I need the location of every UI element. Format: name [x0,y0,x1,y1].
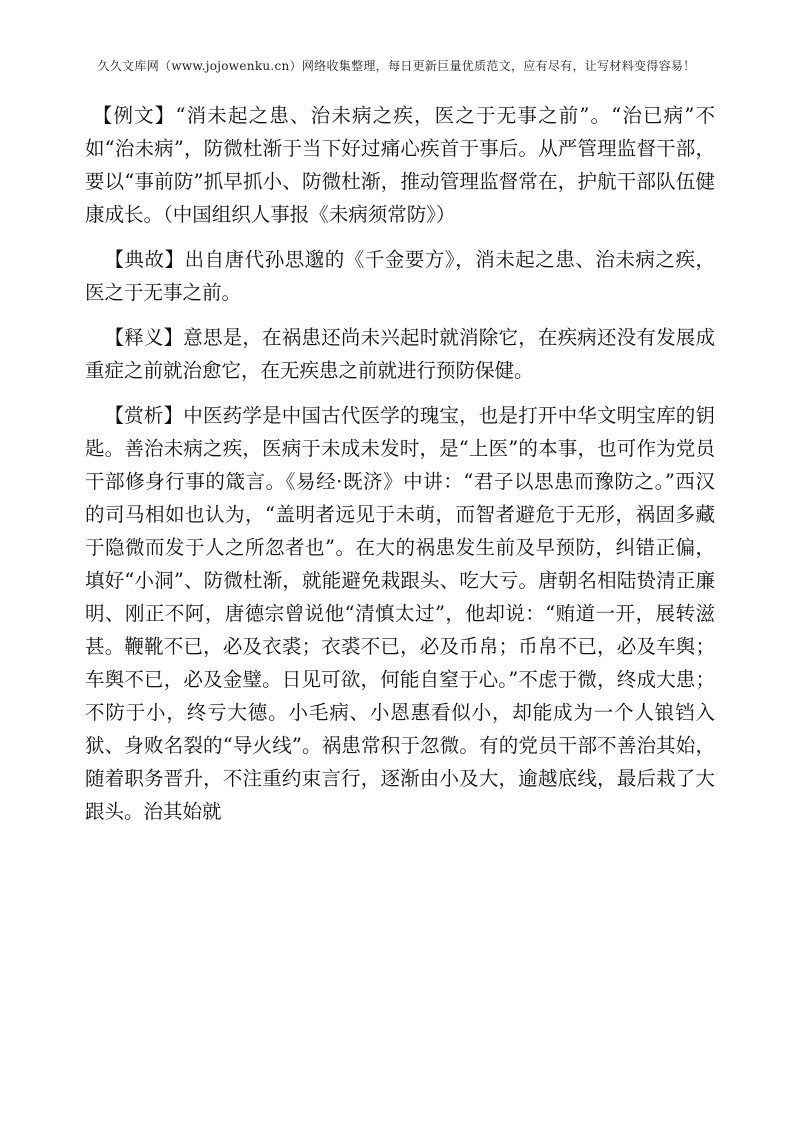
example-paragraph: 【例文】“消未起之患、治未病之疾，医之于无事之前”。“治已病”不如“治未病”，防微杜渐于当下好过痛心疾首于事后。从严管理监督干部，要以“事前防”抓早抓小、防微杜渐，推动管理监督常在，护航干部队伍健康成长。（中国组织人事报《未病须常防》） [85,104,715,226]
interpretation-paragraph: 【释义】意思是，在祸患还尚未兴起时就消除它，在疾病还没有发展成重症之前就治愈它，在无疾患之前就进行预防保健。 [85,326,715,382]
document-body [85,99,715,840]
appreciation-paragraph: 【赏析】中医药学是中国古代医学的瑰宝，也是打开中华文明宝库的钥匙。善治未病之疾，医病于未成未发时，是“上医”的本事，也可作为党员干部修身行事的箴言。《易经·既济》中讲：“君子以思患而豫防之。”西汉的司马相如也认为，“盖明者远见于未萌，而智者避危于无形，祸固多藏于隐微而发于人之所忽者也”。在大的祸患发生前及早预防，纠错正偏，填好“小洞”、防微杜渐，就能避免栽跟头、吃大亏。唐朝名相陆贽清正廉明、刚正不阿，唐德宗曾说他“清慎太过”，他却说：“贿道一开，展转滋甚。鞭靴不已，必及衣裘；衣裘不已，必及币帛；币帛不已，必及车舆；车舆不已，必及金璧。日见可欲，何能自窒于心。”不虑于微，终成大患；不防于小，终亏大德。小毛病、小恩惠看似小，却能成为一个人锒铛入狱、身败名裂的“导火线”。祸患常积于忽微。有的党员干部不善治其始，随着职务晋升，不注重约束言行，逐渐由小及大，逾越底线，最后栽了大跟头。治其始就 [85,404,715,823]
page-header: 久久文库网（www.jojowenku.cn）网络收集整理，每日更新巨量优质范文，应有尽有，让写材料变得容易！ [97,59,696,73]
allusion-paragraph: 【典故】出自唐代孙思邈的《千金要方》，消未起之患、治未病之疾，医之于无事之前。 [85,248,715,304]
